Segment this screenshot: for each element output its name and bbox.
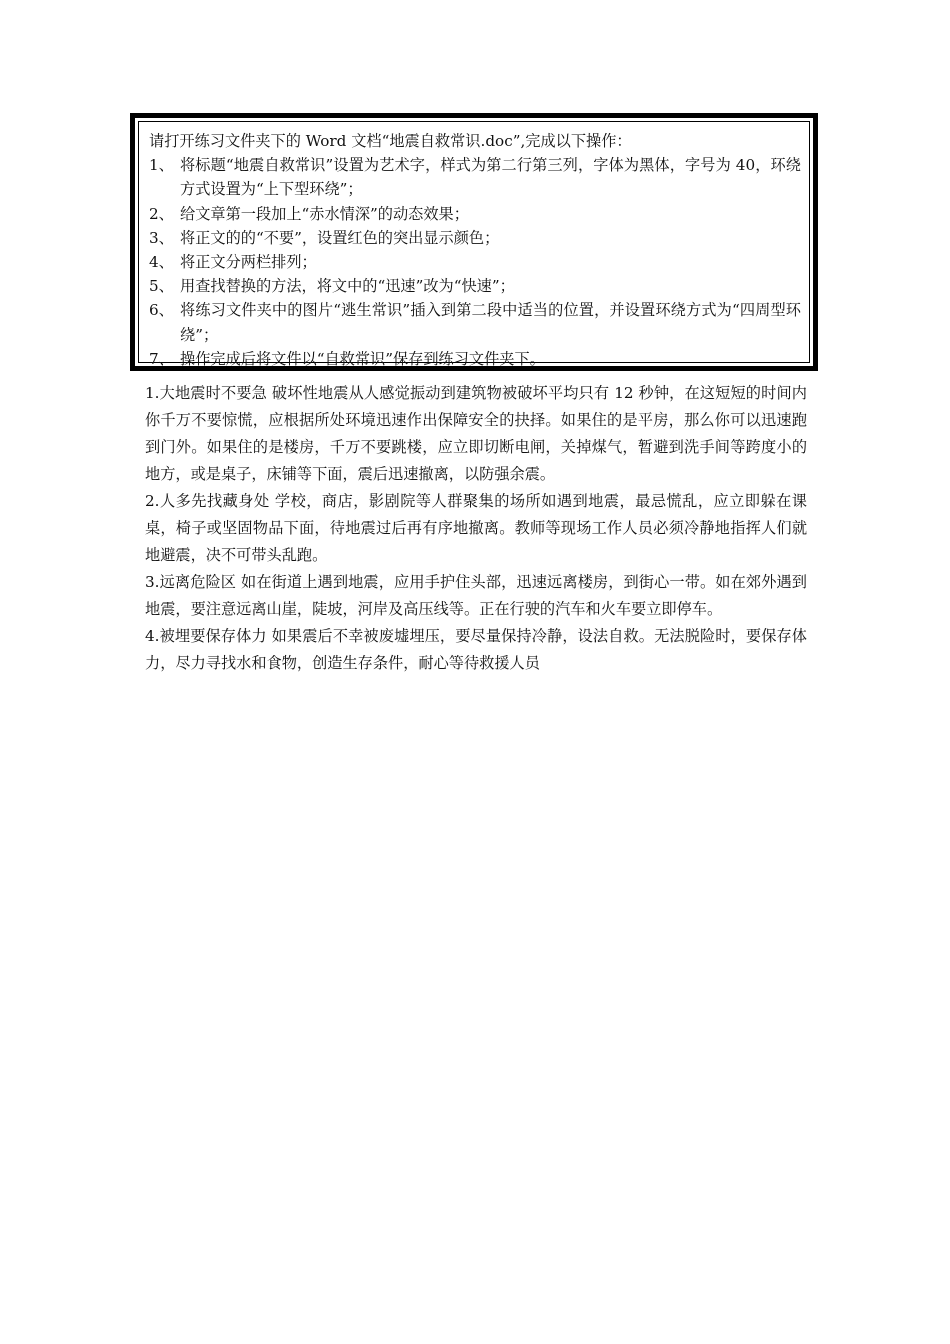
task-item-7: [149, 347, 801, 371]
task-item-3: [149, 226, 801, 250]
task-item-number: 3、: [149, 228, 174, 247]
task-item-number: 7、: [149, 349, 174, 368]
task-item-number: 2、: [149, 204, 174, 223]
document-body: [145, 380, 807, 677]
task-item-text: 将标题“地震自救常识”设置为艺术字，样式为第二行第三列，字体为黑体，字号为 40，环绕方式设置为“上下型环绕”；: [180, 156, 801, 199]
task-item-2: [149, 202, 801, 226]
task-instructions-box: [130, 113, 818, 371]
body-paragraph-3: 3.远离危险区 如在街道上遇到地震，应用手护住头部，迅速远离楼房，到街心一带。如在郊外遇到地震，要注意远离山崖，陡坡，河岸及高压线等。正在行驶的汽车和火车要立即停车。: [145, 573, 807, 618]
task-item-text: 将正文的的“不要”，设置红色的突出显示颜色；: [180, 228, 500, 247]
task-item-6: [149, 298, 801, 346]
task-instructions-inner-border: [138, 121, 810, 368]
task-item-text: 将练习文件夹中的图片“逃生常识”插入到第二段中适当的位置，并设置环绕方式为“四周型环绕”；: [180, 301, 801, 344]
task-item-text: 给文章第一段加上“赤水情深”的动态效果；: [180, 204, 469, 223]
task-item-number: 1、: [149, 156, 174, 175]
task-item-text: 用查找替换的方法，将文中的“迅速”改为“快速”；: [180, 277, 515, 296]
body-paragraph-2: 2.人多先找藏身处 学校，商店，影剧院等人群聚集的场所如遇到地震，最忌慌乱，应立即躲在课桌，椅子或坚固物品下面，待地震过后再有序地撤离。教师等现场工作人员必须冷静地指挥人们就地避震，决不可带头乱跑。: [145, 492, 807, 564]
task-item-4: [149, 250, 801, 274]
task-intro: 请打开练习文件夹下的 Word 文档“地震自救常识.doc”,完成以下操作：: [149, 132, 632, 150]
task-item-text: 将正文分两栏排列；: [180, 253, 317, 272]
body-paragraph-1: 1.大地震时不要急 破坏性地震从人感觉振动到建筑物被破坏平均只有 12 秒钟，在这短短的时间内你千万不要惊慌，应根据所处环境迅速作出保障安全的抉择。如果住的是平房，那么你可以迅速跑到门外。如果住的是楼房，千万不要跳楼，应立即切断电闸，关掉煤气，暂避到洗手间等跨度小的地方，或是桌子，床铺等下面，震后迅速撤离，以防强余震。: [145, 384, 807, 483]
task-item-5: [149, 274, 801, 298]
task-item-text: 操作完成后将文件以“自救常识”保存到练习文件夹下。: [180, 349, 545, 368]
task-item-number: 4、: [149, 253, 174, 272]
task-item-number: 6、: [149, 301, 174, 320]
task-item-number: 5、: [149, 277, 174, 296]
body-paragraph-4: 4.被埋要保存体力 如果震后不幸被废墟埋压，要尽量保持冷静，设法自救。无法脱险时，要保存体力，尽力寻找水和食物，创造生存条件，耐心等待救援人员: [145, 627, 807, 672]
task-item-1: [149, 153, 801, 201]
